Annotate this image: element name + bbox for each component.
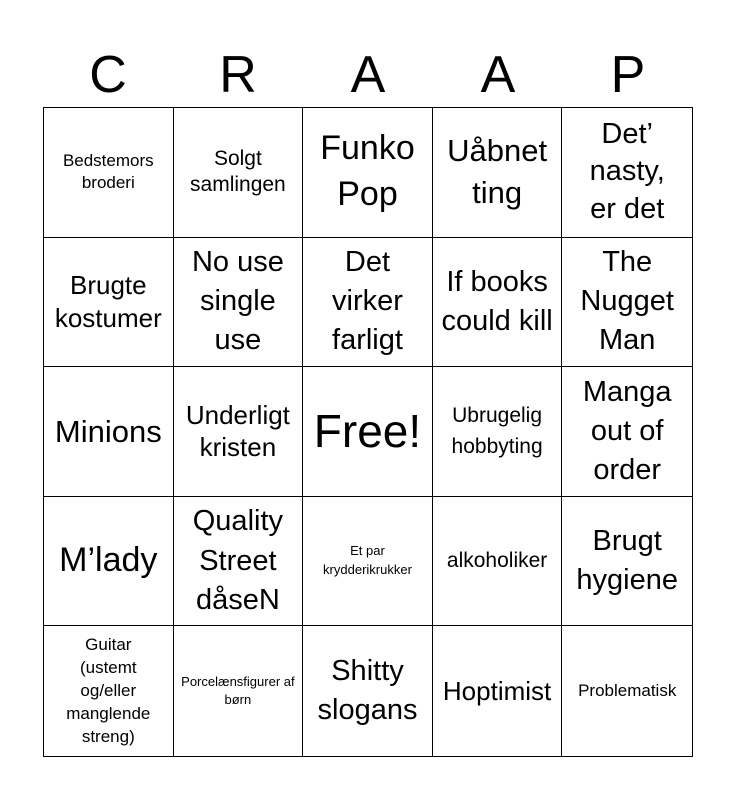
bingo-cell-text: Funko Pop — [320, 129, 415, 214]
header-letter-c: C — [89, 46, 127, 104]
bingo-cell[interactable] — [44, 497, 174, 627]
bingo-cell[interactable] — [174, 497, 304, 627]
bingo-cell-text: Guitar (ustemt og/eller manglende streng) — [66, 634, 151, 746]
bingo-cell[interactable] — [303, 367, 433, 497]
bingo-cell[interactable] — [44, 626, 174, 756]
bingo-cell-text: Hoptimist — [442, 675, 552, 706]
header-letter-p: P — [610, 46, 646, 104]
bingo-cell[interactable] — [562, 108, 692, 238]
bingo-cell[interactable] — [433, 367, 563, 497]
bingo-cell[interactable] — [433, 497, 563, 627]
bingo-cell-text: Brugte kostumer — [54, 270, 162, 333]
bingo-cell[interactable] — [433, 238, 563, 368]
header-letter-r: R — [219, 46, 257, 104]
bingo-cell[interactable] — [303, 238, 433, 368]
bingo-cell-text: Bedstemors broderi — [62, 151, 154, 193]
bingo-cell-text: Underligt kristen — [185, 399, 290, 463]
bingo-cell-text: Minions — [54, 413, 162, 449]
bingo-cell-text: Shitty slogans — [317, 655, 418, 727]
bingo-cell-text: Et par krydderikrukker — [323, 543, 412, 578]
bingo-cell[interactable] — [44, 238, 174, 368]
bingo-cell-text: Porcelænsfigurer af børn — [181, 674, 295, 708]
bingo-cell-text: M’lady — [59, 541, 158, 580]
bingo-cell[interactable] — [174, 108, 304, 238]
bingo-cell-text: Uåbnet ting — [447, 133, 548, 211]
bingo-cell-text: Problematisk — [578, 681, 677, 701]
bingo-cell-text: The Nugget Man — [580, 246, 674, 357]
bingo-cell-text: Ubrugelig hobbyting — [451, 403, 543, 459]
bingo-cell[interactable] — [174, 626, 304, 756]
bingo-cell-text: Det virker farligt — [332, 246, 403, 357]
bingo-cell[interactable] — [303, 108, 433, 238]
bingo-cell[interactable] — [303, 497, 433, 627]
free-space: Free! — [313, 405, 422, 458]
bingo-cell[interactable] — [562, 238, 692, 368]
bingo-cell-text: No use single use — [191, 246, 284, 357]
header-letter-a-first: A — [350, 46, 386, 104]
header-letter-a-second: A — [480, 46, 516, 104]
bingo-cell[interactable] — [433, 108, 563, 238]
bingo-cell[interactable] — [562, 497, 692, 627]
bingo-cell[interactable] — [44, 367, 174, 497]
bingo-cell[interactable] — [174, 367, 304, 497]
bingo-cell-text: If books could kill — [441, 265, 553, 337]
bingo-cell-text: Brugt hygiene — [576, 524, 678, 597]
bingo-cell[interactable] — [433, 626, 563, 756]
bingo-cell[interactable] — [174, 238, 304, 368]
bingo-cell[interactable] — [44, 108, 174, 238]
bingo-cell[interactable] — [562, 367, 692, 497]
bingo-cell-text: Quality Street dåseN — [192, 505, 284, 616]
bingo-cell-text: Solgt samlingen — [190, 147, 286, 197]
bingo-cell-text: alkoholiker — [446, 549, 548, 573]
bingo-cell[interactable] — [562, 626, 692, 756]
bingo-cell-text: Det’ nasty, er det — [589, 117, 665, 226]
bingo-cell[interactable] — [303, 626, 433, 756]
bingo-header — [43, 42, 693, 108]
bingo-cell-text: Manga out of order — [582, 375, 672, 487]
bingo-board — [43, 107, 693, 757]
